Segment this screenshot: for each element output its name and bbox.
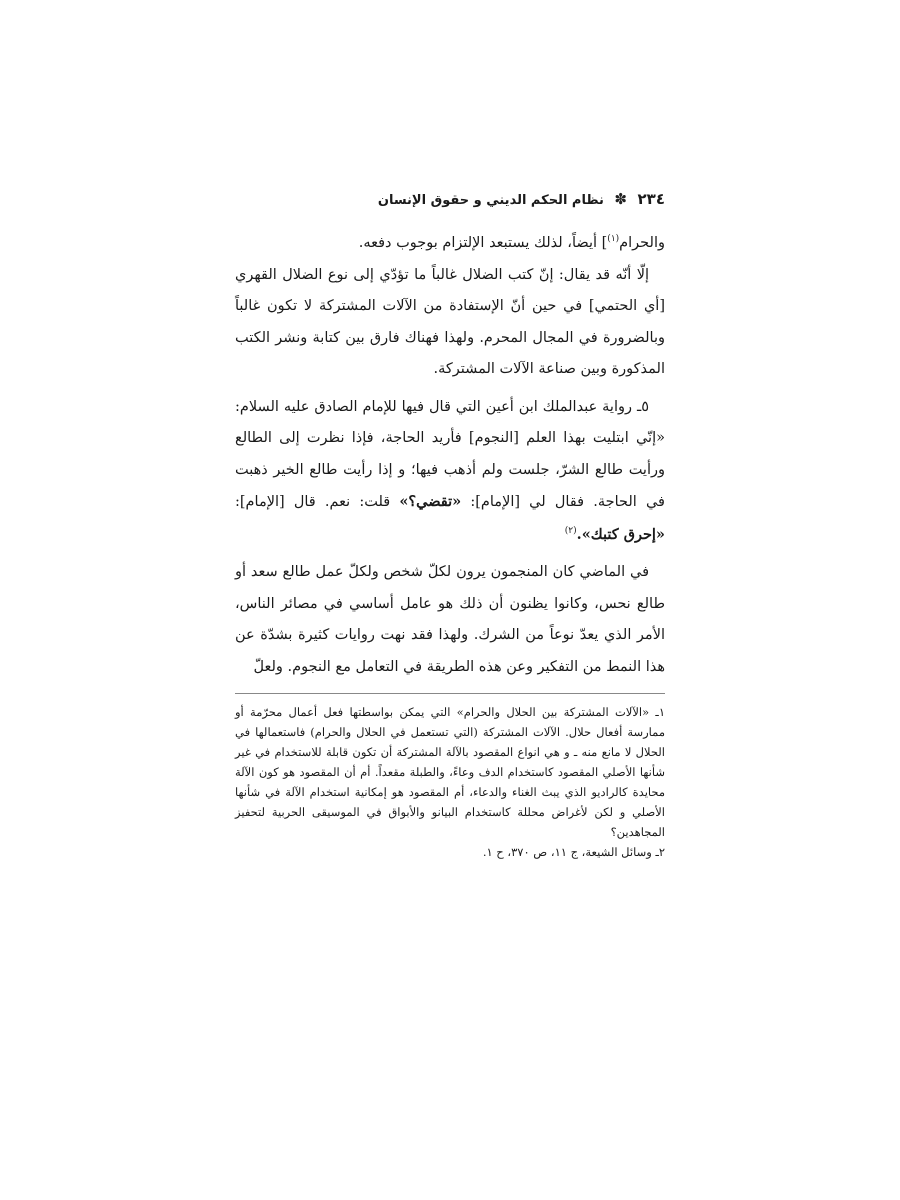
flower-star-icon: ✽ — [614, 190, 627, 208]
quote-question: «تقضي؟» — [399, 493, 462, 510]
main-text — [235, 228, 665, 683]
page-number: ٢٣٤ — [637, 190, 665, 208]
paragraph-4: في الماضي كان المنجمون يرون لكلّ شخص ولكلّ عمل طالع سعد أو طالع نحس، وكانوا يظنون أن ذلك هو عامل أساسي في مصائر الناس، الأمر الذي يعدّ نوعاً من الشرك. ولهذا فقد نهت روايات كثيرة بشدّة عن هذا النمط من التفكير وعن هذه الطريقة في التعامل مع النجوم. ولعلّ — [235, 564, 665, 675]
footnote-ref-2: (٢) — [564, 525, 577, 536]
paragraph-3: ٥ـ رواية عبدالملك ابن أعين التي قال فيها للإمام الصادق عليه السلام: «إنّي ابتليت بهذا العلم [النجوم] فأريد الحاجة، فإذا نظرت إلى الطالع ورأيت طالع الشرّ، جلست ولم أذهب فيها؛ و إذا رأيت طالع الخير ذهبت في الحاجة. فقال لي [الإمام]: «تقضي؟» قلت: نعم. قال [الإمام]: «إحرق كتبك».$^{(٢)}$ — [235, 398, 665, 543]
running-header — [235, 189, 665, 211]
paragraph-2: إلّا أنّه قد يقال: إنّ كتب الضلال غالباً ما تؤدّي إلى نوع الضلال القهري [أي الحتمي] في حين أنّ الإستفادة من الآلات المشتركة لا تكون غالباً وبالضرورة في المجال المحرم. ولهذا فهناك فارق بين كتابة ونشر الكتب المذكورة وبين صناعة الآلات المشتركة. — [235, 266, 665, 377]
paragraph-1: والحرام$^{(١)}$] أيضاً، لذلك يستبعد الإلتزام بوجوب دفعه. — [358, 234, 665, 251]
footnote-1: ١ـ «الآلات المشتركة بين الحلال والحرام» التي يمكن بواسطتها فعل أعمال محرّمة أو ممارسة أفعال حلال. الآلات المشتركة (التي تستعمل في الحلال والحرام) فاستعمالها في الحلال لا مانع منه ـ و هي انواع المقصود بالآلة المشتركة أن تكون قابلة للاستخدام في غير شأنها الأصلي المقصود كاستخدام الدف وعاءً، والطبلة مقعداً. أم أن المقصود هو كون الآلة محايدة كالراديو الذي يبث الغناء والدعاء، أم المقصود هو إمكانية استخدام الآلة في شأنها الأصلي و لكن لأغراض محللة كاستخدام البيانو والأبواق في الموسيقى الحربية لتحفيز المجاهدين؟ — [235, 705, 665, 839]
footnote-ref-1: (١) — [607, 234, 620, 245]
footnote-divider — [235, 693, 665, 694]
book-title: نظام الحكم الديني و حقوق الإنسان — [377, 193, 604, 208]
footnote-2: ٢ـ وسائل الشيعة، ج ١١، ص ٣٧٠، ح ١. — [482, 845, 665, 859]
footnotes — [235, 702, 665, 862]
quote-answer: «إحرق كتبك». — [576, 525, 665, 543]
